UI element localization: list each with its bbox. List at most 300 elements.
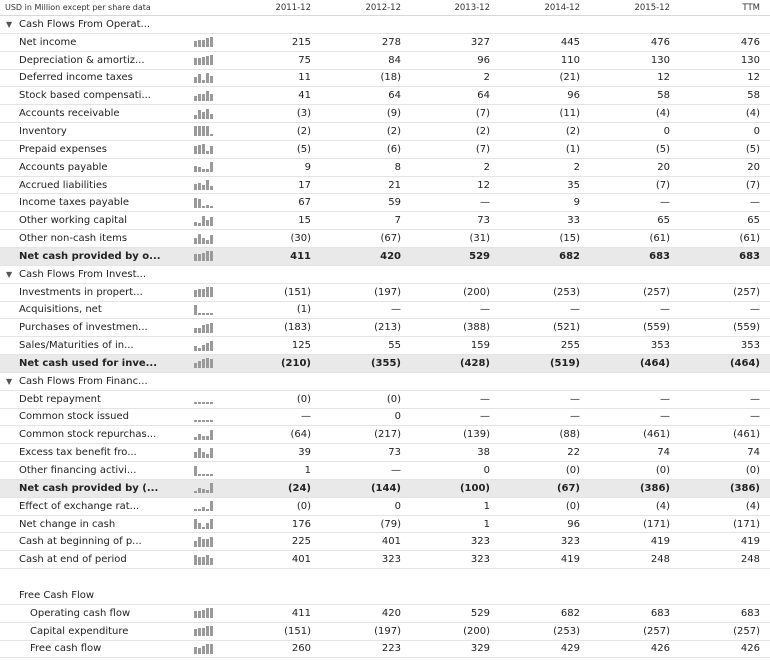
table-row[interactable] — [0, 319, 770, 337]
collapse-triangle-icon[interactable]: ▼ — [6, 269, 13, 279]
bar-chart-icon[interactable] — [194, 501, 213, 511]
spark-bar — [206, 91, 209, 101]
spark-bar — [198, 58, 201, 65]
bar-chart-icon[interactable] — [194, 216, 213, 226]
value-cell: (2) — [386, 125, 401, 137]
row-label[interactable]: Net income — [19, 36, 77, 48]
table-header — [0, 0, 770, 16]
value-cell: 35 — [567, 179, 580, 191]
bar-chart-icon[interactable] — [194, 37, 213, 47]
row-label[interactable]: Excess tax benefit fro... — [19, 447, 137, 459]
table-row[interactable] — [0, 391, 770, 409]
value-cell: (200) — [463, 286, 490, 298]
row-label[interactable]: Net cash used for inve... — [19, 357, 158, 369]
value-cell: 11 — [298, 72, 311, 84]
value-cell: 96 — [477, 54, 490, 66]
value-cell: 401 — [291, 554, 311, 566]
value-cell: (79) — [380, 518, 401, 530]
value-cell: (7) — [655, 179, 670, 191]
row-label[interactable]: Accounts payable — [19, 161, 108, 173]
value-cell: 73 — [388, 447, 401, 459]
value-cell: 65 — [657, 215, 670, 227]
value-cell: 38 — [477, 447, 490, 459]
spark-bar — [194, 146, 197, 154]
spark-bar — [194, 222, 197, 226]
spark-bar — [206, 205, 209, 208]
value-cell: (24) — [287, 482, 311, 494]
column-header[interactable]: TTM — [742, 2, 760, 13]
spark-bar — [198, 328, 201, 333]
value-cell: 215 — [291, 36, 311, 48]
value-cell: 248 — [740, 554, 760, 566]
bar-chart-icon[interactable] — [194, 323, 213, 333]
value-cell: 58 — [657, 90, 670, 102]
spark-bar — [210, 76, 213, 83]
value-cell: (2) — [565, 125, 580, 137]
table-row[interactable] — [0, 123, 770, 141]
table-row[interactable] — [0, 159, 770, 177]
spark-bar — [210, 162, 213, 172]
row-label[interactable]: Other working capital — [19, 215, 127, 227]
spark-bar — [198, 474, 201, 476]
value-cell: (11) — [559, 108, 580, 120]
value-cell: — — [660, 393, 670, 405]
spark-bar — [202, 185, 205, 190]
value-cell: 15 — [298, 215, 311, 227]
spark-bar — [194, 541, 197, 547]
value-cell: 248 — [650, 554, 670, 566]
spark-bar — [202, 452, 205, 458]
bar-chart-icon[interactable] — [194, 412, 213, 422]
row-label[interactable]: Free cash flow — [30, 643, 102, 655]
value-cell: (2) — [475, 125, 490, 137]
row-label[interactable]: Effect of exchange rat... — [19, 500, 140, 512]
table-row[interactable] — [0, 551, 770, 569]
table-row[interactable] — [0, 409, 770, 427]
spark-bar — [194, 115, 197, 119]
value-cell: — — [750, 197, 760, 209]
value-cell: 74 — [747, 447, 760, 459]
value-cell: 125 — [291, 340, 311, 352]
bar-chart-icon[interactable] — [194, 483, 213, 493]
row-label[interactable]: Net cash provided by (... — [19, 482, 159, 494]
value-cell: (197) — [374, 286, 401, 298]
spark-bar — [198, 434, 201, 440]
value-cell: (15) — [559, 233, 580, 245]
spark-bar — [210, 474, 213, 476]
spark-bar — [206, 523, 209, 529]
spark-bar — [210, 402, 213, 404]
row-label[interactable]: Inventory — [19, 125, 67, 137]
column-header[interactable]: 2014-12 — [544, 2, 580, 13]
spark-bar — [202, 527, 205, 529]
spark-bar — [194, 509, 197, 511]
spark-bar — [194, 519, 197, 529]
value-cell: 58 — [747, 90, 760, 102]
value-cell: 323 — [470, 554, 490, 566]
value-cell: 12 — [477, 179, 490, 191]
spark-bar — [210, 341, 213, 351]
bar-chart-icon[interactable] — [194, 162, 213, 172]
row-label[interactable]: Purchases of investmen... — [19, 322, 148, 334]
value-cell: (88) — [559, 429, 580, 441]
row-label[interactable]: Other financing activi... — [19, 465, 137, 477]
table-row[interactable] — [0, 533, 770, 551]
spark-bar — [202, 126, 205, 136]
bar-chart-icon[interactable] — [194, 341, 213, 351]
table-row[interactable] — [0, 52, 770, 70]
bar-chart-icon[interactable] — [194, 180, 213, 190]
total-row[interactable] — [0, 480, 770, 498]
spark-bar — [202, 206, 205, 208]
value-cell: 0 — [394, 500, 401, 512]
value-cell: 84 — [388, 54, 401, 66]
value-cell: — — [480, 197, 490, 209]
row-label[interactable]: Accrued liabilities — [19, 179, 108, 191]
spark-bar — [198, 611, 201, 618]
row-label[interactable]: Operating cash flow — [30, 607, 131, 619]
table-row[interactable] — [0, 284, 770, 302]
spark-bar — [202, 57, 205, 65]
bar-chart-icon[interactable] — [194, 644, 213, 654]
value-cell: (257) — [643, 286, 670, 298]
total-row[interactable] — [0, 248, 770, 266]
bar-chart-icon[interactable] — [194, 519, 213, 529]
value-cell: 75 — [298, 54, 311, 66]
bar-chart-icon[interactable] — [194, 555, 213, 565]
spark-bar — [194, 184, 197, 190]
table-row[interactable] — [0, 141, 770, 159]
value-cell: 529 — [469, 250, 490, 262]
table-row[interactable] — [0, 426, 770, 444]
total-row[interactable] — [0, 355, 770, 373]
spark-bar — [202, 345, 205, 351]
value-cell: 8 — [394, 161, 401, 173]
spark-bar — [198, 183, 201, 190]
row-label[interactable]: Sales/Maturities of in... — [19, 340, 134, 352]
value-cell: 64 — [477, 90, 490, 102]
value-cell: 33 — [567, 215, 580, 227]
value-cell: 0 — [483, 465, 490, 477]
row-label[interactable]: Acquisitions, net — [19, 304, 102, 316]
spark-bar — [194, 198, 197, 208]
row-label[interactable]: Cash at end of period — [19, 554, 127, 566]
value-cell: 41 — [298, 90, 311, 102]
value-cell: 22 — [567, 447, 580, 459]
spark-bar — [202, 646, 205, 654]
spark-bar — [198, 234, 201, 244]
row-label[interactable]: Prepaid expenses — [19, 143, 107, 155]
spark-bar — [202, 216, 205, 226]
bar-chart-icon[interactable] — [194, 394, 213, 404]
value-cell: 476 — [650, 36, 670, 48]
spark-bar — [198, 289, 201, 297]
value-cell: 429 — [560, 643, 580, 655]
bar-chart-icon[interactable] — [194, 126, 213, 136]
row-label[interactable]: Accounts receivable — [19, 108, 120, 120]
value-cell: 159 — [470, 340, 490, 352]
bar-chart-icon[interactable] — [194, 198, 213, 208]
value-cell: (64) — [290, 429, 311, 441]
spark-bar — [210, 146, 213, 154]
row-label[interactable]: Depreciation & amortiz... — [19, 54, 145, 66]
table-row[interactable] — [0, 337, 770, 355]
spark-bar — [210, 217, 213, 226]
spark-bar — [206, 324, 209, 333]
value-cell: (355) — [370, 357, 401, 369]
value-cell: 682 — [560, 607, 580, 619]
value-cell: — — [570, 304, 580, 316]
spark-bar — [206, 287, 209, 297]
value-cell: 223 — [381, 643, 401, 655]
spark-bar — [198, 223, 201, 226]
value-cell: (386) — [639, 482, 670, 494]
spark-bar — [194, 126, 197, 136]
spark-bar — [206, 151, 209, 154]
table-row[interactable] — [0, 212, 770, 230]
spark-bar — [206, 73, 209, 83]
value-cell: 73 — [477, 215, 490, 227]
row-label[interactable]: Common stock repurchas... — [19, 429, 157, 441]
value-cell: (253) — [553, 286, 580, 298]
bar-chart-icon[interactable] — [194, 55, 213, 65]
value-cell: (21) — [559, 72, 580, 84]
spark-bar — [198, 557, 201, 565]
row-label[interactable]: Investments in propert... — [19, 286, 143, 298]
value-cell: — — [750, 304, 760, 316]
spark-bar — [198, 254, 201, 261]
value-cell: (5) — [745, 143, 760, 155]
spark-bar — [194, 363, 197, 368]
value-cell: — — [480, 304, 490, 316]
table-row[interactable] — [0, 87, 770, 105]
table-row[interactable] — [0, 105, 770, 123]
value-cell: (464) — [729, 357, 760, 369]
value-cell: — — [391, 304, 401, 316]
bar-chart-icon[interactable] — [194, 466, 213, 476]
section-header[interactable] — [0, 373, 770, 391]
value-cell: 2 — [573, 161, 580, 173]
row-label[interactable]: Net cash provided by o... — [19, 250, 161, 262]
bar-chart-icon[interactable] — [194, 109, 213, 119]
spark-bar — [202, 40, 205, 47]
spark-bar — [210, 55, 213, 65]
value-cell: 17 — [298, 179, 311, 191]
spark-bar — [198, 74, 201, 83]
value-cell: 411 — [290, 250, 311, 262]
spark-bar — [202, 144, 205, 154]
bar-chart-icon[interactable] — [194, 234, 213, 244]
row-label[interactable]: Other non-cash items — [19, 233, 128, 245]
value-cell: (9) — [386, 108, 401, 120]
spark-bar — [202, 112, 205, 119]
bar-chart-icon[interactable] — [194, 626, 213, 636]
value-cell: (139) — [463, 429, 490, 441]
value-cell: 21 — [388, 179, 401, 191]
table-row[interactable] — [0, 516, 770, 534]
value-cell: 96 — [567, 518, 580, 530]
value-cell: (151) — [284, 625, 311, 637]
value-cell: 419 — [560, 554, 580, 566]
spark-bar — [194, 58, 197, 65]
spark-bar — [202, 436, 205, 440]
spark-bar — [210, 134, 213, 136]
section-header[interactable] — [0, 266, 770, 284]
bar-chart-icon[interactable] — [194, 73, 213, 83]
value-cell: (4) — [745, 108, 760, 120]
spark-bar — [206, 644, 209, 654]
value-cell: (67) — [380, 233, 401, 245]
bar-chart-icon[interactable] — [194, 608, 213, 618]
value-cell: (464) — [639, 357, 670, 369]
value-cell: 476 — [740, 36, 760, 48]
collapse-triangle-icon[interactable]: ▼ — [6, 376, 13, 386]
value-cell: (1) — [296, 304, 311, 316]
value-cell: 329 — [470, 643, 490, 655]
row-label[interactable]: Income taxes payable — [19, 197, 129, 209]
spark-bar — [206, 555, 209, 565]
row-label[interactable]: Capital expenditure — [30, 625, 129, 637]
spark-bar — [210, 537, 213, 547]
value-cell: (31) — [469, 233, 490, 245]
value-cell: — — [480, 411, 490, 423]
spark-bar — [206, 626, 209, 636]
spark-bar — [202, 489, 205, 493]
spark-bar — [202, 507, 205, 511]
value-cell: 2 — [483, 72, 490, 84]
value-cell: (151) — [284, 286, 311, 298]
value-cell: (171) — [733, 518, 760, 530]
bar-chart-icon[interactable] — [194, 537, 213, 547]
value-cell: 67 — [298, 197, 311, 209]
value-cell: — — [750, 393, 760, 405]
value-cell: 20 — [747, 161, 760, 173]
table-row[interactable] — [0, 641, 770, 659]
spark-bar — [202, 402, 205, 404]
table-row[interactable] — [0, 623, 770, 641]
table-row[interactable] — [0, 605, 770, 623]
table-row[interactable] — [0, 177, 770, 195]
value-cell: 59 — [388, 197, 401, 209]
table-row[interactable] — [0, 302, 770, 320]
value-cell: 20 — [657, 161, 670, 173]
spark-bar — [194, 290, 197, 297]
table-row[interactable] — [0, 444, 770, 462]
value-cell: 426 — [740, 643, 760, 655]
column-header[interactable]: 2012-12 — [365, 2, 401, 13]
spark-bar — [210, 37, 213, 47]
row-label[interactable]: Cash at beginning of p... — [19, 536, 142, 548]
spark-bar — [194, 254, 197, 261]
row-label[interactable]: Deferred income taxes — [19, 72, 133, 84]
table-row[interactable] — [0, 462, 770, 480]
table-row[interactable] — [0, 70, 770, 88]
row-label[interactable]: Stock based compensati... — [19, 90, 151, 102]
spark-bar — [210, 430, 213, 440]
spark-bar — [206, 436, 209, 440]
spark-bar — [198, 488, 201, 493]
table-row[interactable] — [0, 230, 770, 248]
bar-chart-icon[interactable] — [194, 144, 213, 154]
value-cell: (0) — [655, 465, 670, 477]
table-row[interactable] — [0, 194, 770, 212]
value-cell: (217) — [374, 429, 401, 441]
value-cell: 682 — [559, 250, 580, 262]
value-cell: (388) — [463, 322, 490, 334]
spark-bar — [202, 539, 205, 547]
value-cell: (6) — [386, 143, 401, 155]
spark-bar — [198, 199, 201, 208]
value-cell: (30) — [290, 233, 311, 245]
spark-bar — [202, 628, 205, 636]
value-cell: (144) — [370, 482, 401, 494]
value-cell: 420 — [380, 250, 401, 262]
value-cell: (386) — [729, 482, 760, 494]
value-cell: (1) — [565, 143, 580, 155]
value-cell: — — [750, 411, 760, 423]
column-header[interactable]: 2015-12 — [634, 2, 670, 13]
collapse-triangle-icon[interactable]: ▼ — [6, 19, 13, 29]
row-label[interactable]: Net change in cash — [19, 518, 116, 530]
bar-chart-icon[interactable] — [194, 305, 213, 315]
column-header[interactable]: 2013-12 — [454, 2, 490, 13]
value-cell: 12 — [657, 72, 670, 84]
value-cell: (4) — [655, 108, 670, 120]
spark-bar — [206, 402, 209, 404]
bar-chart-icon[interactable] — [194, 358, 213, 368]
bar-chart-icon[interactable] — [194, 91, 213, 101]
section-title: Cash Flows From Invest... — [19, 268, 147, 280]
value-cell: 0 — [394, 411, 401, 423]
spark-bar — [206, 38, 209, 47]
spark-bar — [198, 648, 201, 654]
spark-bar — [206, 454, 209, 458]
spark-bar — [202, 420, 205, 422]
spark-bar — [202, 238, 205, 244]
value-cell: (5) — [655, 143, 670, 155]
table-row[interactable] — [0, 498, 770, 516]
row-label[interactable]: Common stock issued — [19, 411, 129, 423]
value-cell: 420 — [381, 607, 401, 619]
value-cell: 0 — [663, 125, 670, 137]
value-cell: 0 — [753, 125, 760, 137]
spark-bar — [198, 126, 201, 136]
bar-chart-icon[interactable] — [194, 430, 213, 440]
value-cell: (0) — [745, 465, 760, 477]
bar-chart-icon[interactable] — [194, 251, 213, 261]
spark-bar — [194, 452, 197, 458]
column-header[interactable]: 2011-12 — [275, 2, 311, 13]
value-cell: (7) — [475, 143, 490, 155]
bar-chart-icon[interactable] — [194, 448, 213, 458]
row-label[interactable]: Debt repayment — [19, 393, 101, 405]
spark-bar — [202, 80, 205, 83]
spark-bar — [198, 348, 201, 351]
spark-bar — [194, 466, 197, 476]
section-header[interactable] — [0, 16, 770, 34]
spark-bar — [202, 313, 205, 315]
spark-bar — [194, 555, 197, 565]
spark-bar — [198, 523, 201, 529]
bar-chart-icon[interactable] — [194, 287, 213, 297]
spark-bar — [198, 420, 201, 422]
spark-bar — [198, 628, 201, 636]
spark-bar — [194, 420, 197, 422]
spark-bar — [210, 323, 213, 333]
table-row[interactable] — [0, 34, 770, 52]
value-cell: (171) — [643, 518, 670, 530]
value-cell: (61) — [649, 233, 670, 245]
